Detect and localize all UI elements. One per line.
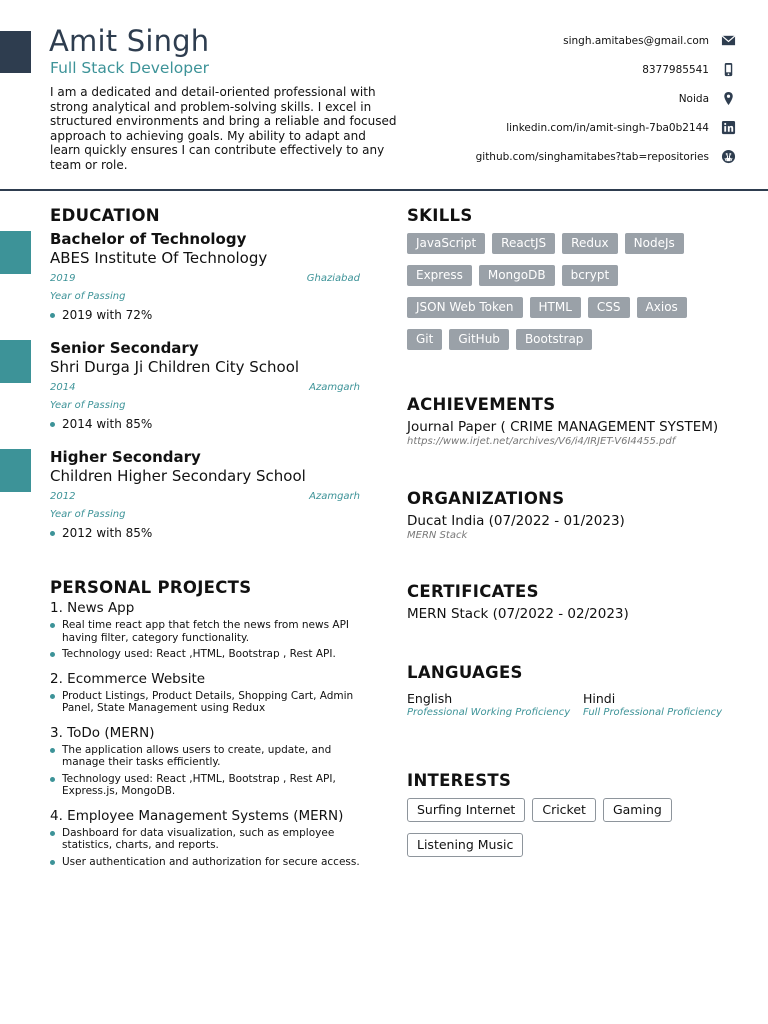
education-degree: Senior Secondary	[50, 339, 199, 357]
project-item	[50, 600, 360, 661]
project-item	[50, 671, 360, 715]
project-title: 2. Ecommerce Website	[50, 670, 206, 687]
skill-tag: Axios	[637, 297, 687, 318]
education-detail-text: 2019 with 72%	[62, 308, 153, 322]
skill-tag: bcrypt	[562, 265, 619, 286]
project-bullet	[50, 744, 360, 769]
candidate-name: Amit Singh	[49, 24, 210, 58]
project-bullet-text: User authentication and authorization for secure access.	[62, 855, 360, 868]
section-title-education: EDUCATION	[50, 206, 160, 225]
skill-tag: JSON Web Token	[407, 297, 523, 318]
education-note: Year of Passing	[50, 400, 126, 411]
education-school: Children Higher Secondary School	[50, 467, 306, 485]
interest-tag: Gaming	[603, 798, 672, 822]
project-bullet	[50, 773, 360, 798]
skill-tag: GitHub	[449, 329, 509, 350]
bullet-dot	[50, 831, 55, 836]
bullet-dot	[50, 777, 55, 782]
section-title-organizations: ORGANIZATIONS	[407, 489, 565, 508]
skill-tag: Bootstrap	[516, 329, 592, 350]
summary-text: I am a dedicated and detail-oriented professional with strong analytical and problem-solving skills. I excel in structured environments and bring a reliable and focused approach to achieving goals. My ability to adapt and learn quickly ensures I can contribute effectively to any team or role.	[50, 85, 397, 172]
organization-subtitle: MERN Stack	[407, 530, 468, 541]
project-bullet-text: The application allows users to create, update, and manage their tasks efficiently.	[62, 743, 332, 768]
contact-phone[interactable]	[376, 55, 736, 84]
education-meta	[50, 382, 360, 394]
contact-location-text: Noida	[678, 92, 709, 105]
phone-icon	[721, 62, 736, 77]
project-item	[50, 808, 360, 869]
section-title-certificates: CERTIFICATES	[407, 582, 539, 601]
skill-tag: ReactJS	[492, 233, 555, 254]
interest-tag: Cricket	[532, 798, 596, 822]
section-title-achievements: ACHIEVEMENTS	[407, 395, 556, 414]
skill-tag: JavaScript	[407, 233, 485, 254]
project-bullet-text: Technology used: React ,HTML, Bootstrap , Rest API, Express.js, MongoDB.	[62, 772, 336, 797]
achievement-title: Journal Paper ( CRIME MANAGEMENT SYSTEM)	[407, 419, 719, 435]
project-list	[50, 600, 360, 878]
location-icon	[721, 91, 736, 106]
skill-tag: MongoDB	[479, 265, 555, 286]
education-year: 2014	[50, 382, 76, 393]
education-location: Ghaziabad	[306, 273, 360, 284]
contact-email-text[interactable]: singh.amitabes@gmail.com	[563, 34, 709, 47]
section-title-languages: LANGUAGES	[407, 663, 523, 682]
interests-list	[407, 798, 727, 857]
language-level: Full Professional Proficiency	[583, 707, 722, 718]
skill-tag: CSS	[588, 297, 630, 318]
bullet-dot	[50, 748, 55, 753]
education-meta	[50, 273, 360, 285]
skill-tag: Git	[407, 329, 442, 350]
education-note: Year of Passing	[50, 291, 126, 302]
project-bullet-text: Product Listings, Product Details, Shopping Cart, Admin Panel, State Management using Redux	[62, 689, 354, 714]
education-accent-block-3	[0, 449, 31, 492]
education-school: ABES Institute Of Technology	[50, 249, 268, 267]
project-bullet	[50, 827, 360, 852]
education-entry	[50, 448, 360, 540]
achievement-link[interactable]: https://www.irjet.net/archives/V6/i4/IRJET-V6I4455.pdf	[407, 436, 676, 447]
interest-tag: Listening Music	[407, 833, 523, 857]
interest-tag: Surfing Internet	[407, 798, 525, 822]
project-bullet	[50, 619, 360, 644]
linkedin-icon	[721, 120, 736, 135]
project-title: 3. ToDo (MERN)	[50, 724, 155, 741]
bullet-dot	[50, 422, 55, 427]
education-detail	[50, 308, 360, 322]
education-degree: Higher Secondary	[50, 448, 201, 466]
contact-list	[376, 26, 736, 171]
project-title: 4. Employee Management Systems (MERN)	[50, 807, 344, 824]
contact-phone-text[interactable]: 8377985541	[642, 63, 709, 76]
github-icon	[721, 149, 736, 164]
skill-tag: Express	[407, 265, 472, 286]
language-name: English	[407, 691, 453, 706]
education-detail-text: 2014 with 85%	[62, 417, 153, 431]
section-title-skills: SKILLS	[407, 206, 473, 225]
education-accent-block-1	[0, 231, 31, 274]
bullet-dot	[50, 531, 55, 536]
bullet-dot	[50, 652, 55, 657]
education-accent-block-2	[0, 340, 31, 383]
education-school: Shri Durga Ji Children City School	[50, 358, 300, 376]
contact-github-text[interactable]: github.com/singhamitabes?tab=repositories	[475, 150, 709, 163]
email-icon	[721, 33, 736, 48]
education-year: 2019	[50, 273, 76, 284]
bullet-dot	[50, 694, 55, 699]
skill-tag: Redux	[562, 233, 618, 254]
bullet-dot	[50, 313, 55, 318]
education-detail	[50, 526, 360, 540]
skills-list	[407, 233, 727, 350]
education-detail	[50, 417, 360, 431]
language-level: Professional Working Proficiency	[407, 707, 571, 718]
project-item	[50, 725, 360, 798]
education-year: 2012	[50, 491, 76, 502]
project-title: 1. News App	[50, 600, 135, 616]
certificate-title: MERN Stack (07/2022 - 02/2023)	[407, 606, 629, 622]
education-entry	[50, 230, 360, 322]
education-entry	[50, 339, 360, 431]
language-name: Hindi	[583, 691, 616, 706]
project-bullet-text: Dashboard for data visualization, such as employee statistics, charts, and reports.	[62, 826, 335, 851]
contact-location	[376, 84, 736, 113]
education-meta	[50, 491, 360, 503]
project-bullet	[50, 690, 360, 715]
organization-title: Ducat India (07/2022 - 01/2023)	[407, 513, 625, 529]
contact-linkedin[interactable]	[376, 113, 736, 142]
project-bullet	[50, 856, 360, 869]
header-divider	[0, 189, 768, 191]
header-accent-block	[0, 31, 31, 73]
section-title-projects: PERSONAL PROJECTS	[50, 578, 252, 597]
contact-github[interactable]	[376, 142, 736, 171]
education-note: Year of Passing	[50, 509, 126, 520]
language-item	[583, 691, 753, 720]
skill-tag: HTML	[530, 297, 581, 318]
education-detail-text: 2012 with 85%	[62, 526, 153, 540]
education-location: Azamgarh	[309, 491, 360, 502]
project-bullet-text: Real time react app that fetch the news from news API having filter, category functionality.	[62, 619, 350, 644]
candidate-role: Full Stack Developer	[50, 59, 209, 77]
bullet-dot	[50, 623, 55, 628]
bullet-dot	[50, 860, 55, 865]
education-degree: Bachelor of Technology	[50, 230, 247, 248]
contact-linkedin-text[interactable]: linkedin.com/in/amit-singh-7ba0b2144	[506, 121, 709, 134]
contact-email[interactable]	[376, 26, 736, 55]
education-location: Azamgarh	[309, 382, 360, 393]
project-bullet	[50, 648, 360, 661]
skill-tag: NodeJs	[625, 233, 684, 254]
language-item	[407, 691, 577, 720]
project-bullet-text: Technology used: React ,HTML, Bootstrap , Rest API.	[62, 648, 336, 660]
section-title-interests: INTERESTS	[407, 771, 512, 790]
